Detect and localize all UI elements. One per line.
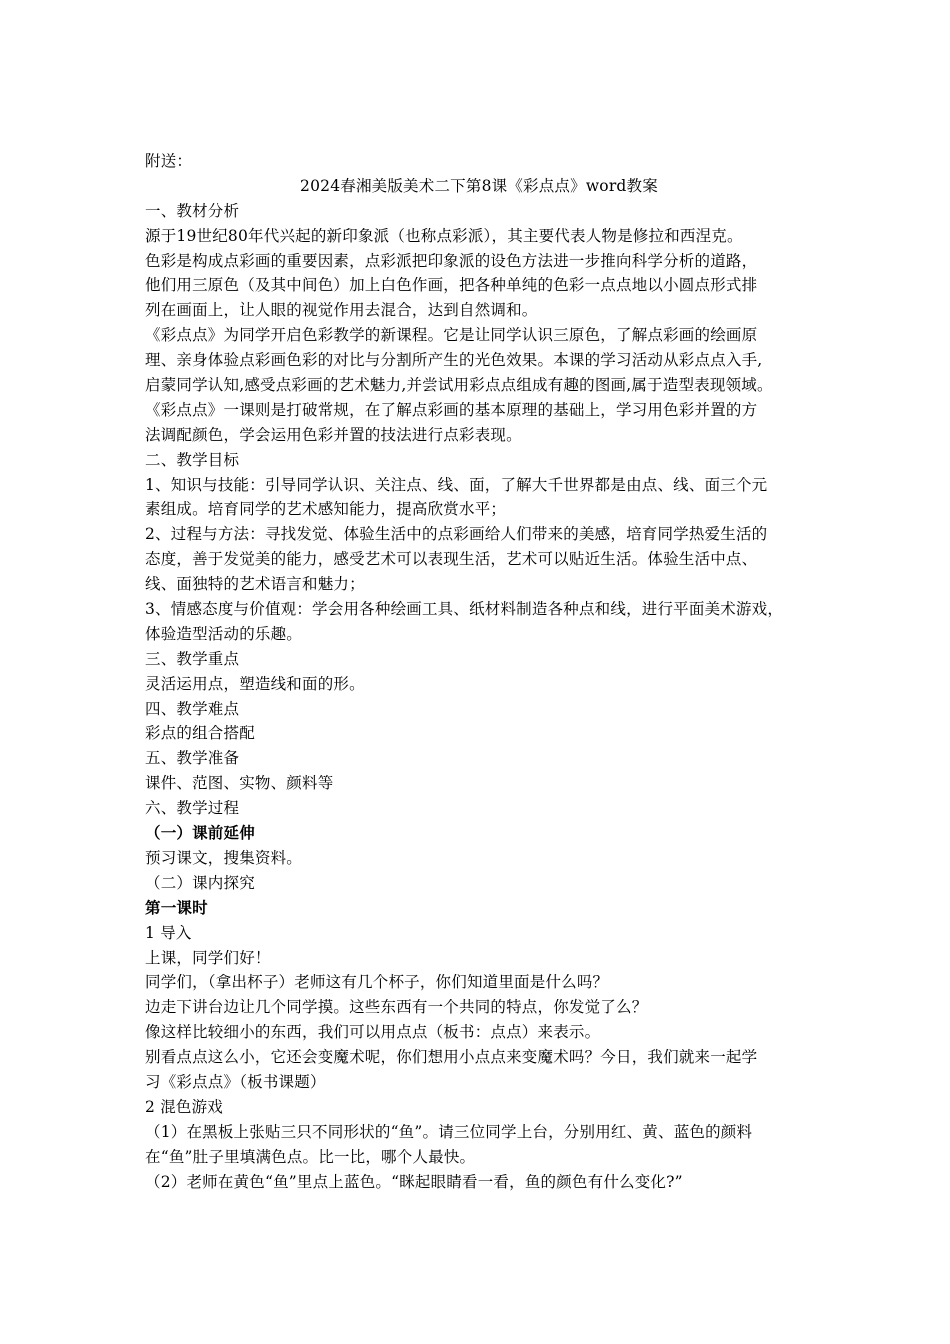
text-line: 五、教学准备 — [145, 749, 240, 768]
text-line: 彩点的组合搭配 — [145, 724, 255, 743]
text-line: 灵活运用点，塑造线和面的形。 — [145, 674, 365, 693]
text-line: 体验造型活动的乐趣。 — [145, 624, 303, 643]
text-line: 上课，同学们好！ — [145, 948, 271, 967]
text-line: 2 混色游戏 — [145, 1097, 223, 1116]
text-line: 1 导入 — [145, 923, 192, 942]
text-line: 法调配颜色，学会运用色彩并置的技法进行点彩表现。 — [145, 425, 522, 444]
text-line: 1、知识与技能：引导同学认识、关注点、线、面，了解大千世界都是由点、线、面三个元 — [145, 475, 768, 494]
text-line: （2）老师在黄色“鱼”里点上蓝色。“眯起眼睛看一看，鱼的颜色有什么变化?” — [145, 1172, 683, 1191]
document-body — [145, 149, 813, 1194]
text-line: 同学们，（拿出杯子）老师这有几个杯子，你们知道里面是什么吗？ — [145, 973, 609, 992]
text-line: 列在画面上，让人眼的视觉作用去混合，达到自然调和。 — [145, 301, 538, 320]
text-line: 在“鱼”肚子里填满色点。比一比，哪个人最快。 — [145, 1147, 476, 1166]
text-line: 别看点点这么小，它还会变魔术呢，你们想用小点点来变魔术吗？今日，我们就来一起学 — [145, 1048, 758, 1067]
text-line: 素组成。培育同学的艺术感知能力，提高欣赏水平； — [145, 500, 507, 519]
text-line: 《彩点点》为同学开启色彩教学的新课程。它是让同学认识三原色，了解点彩画的绘画原 — [145, 326, 758, 345]
text-line: 色彩是构成点彩画的重要因素，点彩派把印象派的设色方法进一步推向科学分析的道路， — [145, 251, 758, 270]
text-line: 像这样比较细小的东西，我们可以用点点（板书：点点）来表示。 — [145, 1023, 601, 1042]
text-line: 第一课时 — [145, 898, 208, 917]
text-line: 3、情感态度与价值观：学会用各种绘画工具、纸材料制造各种点和线，进行平面美术游戏， — [145, 600, 784, 619]
text-line: 源于19世纪80年代兴起的新印象派（也称点彩派），其主要代表人物是修拉和西涅克。 — [145, 226, 743, 245]
text-line: 三、教学重点 — [145, 649, 240, 668]
text-line: （二）课内探究 — [145, 873, 255, 892]
text-line: （1）在黑板上张贴三只不同形状的“鱼”。请三位同学上台，分别用红、黄、蓝色的颜料 — [145, 1122, 753, 1141]
text-line: 二、教学目标 — [145, 450, 240, 469]
document-title: 2024春湘美版美术二下第8课《彩点点》word教案 — [300, 176, 658, 195]
text-line: 2、过程与方法：寻找发觉、体验生活中的点彩画给人们带来的美感，培育同学热爱生活的 — [145, 525, 768, 544]
text-line: （一）课前延伸 — [145, 824, 255, 843]
text-line: 边走下讲台边让几个同学摸。这些东西有一个共同的特点，你发觉了么？ — [145, 998, 648, 1017]
text-line: 附送： — [145, 152, 193, 170]
text-line: 预习课文，搜集资料。 — [145, 848, 303, 867]
text-line: 他们用三原色（及其中间色）加上白色作画，把各种单纯的色彩一点点地以小圆点形式排 — [145, 276, 758, 295]
text-line: 课件、范图、实物、颜料等 — [145, 774, 334, 793]
text-line: 四、教学难点 — [145, 699, 240, 718]
text-line: 习《彩点点》（板书课题） — [145, 1072, 326, 1091]
text-line: 《彩点点》一课则是打破常规，在了解点彩画的基本原理的基础上，学习用色彩并置的方 — [145, 400, 758, 419]
text-line: 态度，善于发觉美的能力，感受艺术可以表现生活，艺术可以贴近生活。体验生活中点、 — [145, 550, 758, 569]
text-line: 一、教材分析 — [145, 201, 240, 220]
text-line: 线、面独特的艺术语言和魅力； — [145, 575, 365, 594]
text-line: 六、教学过程 — [145, 799, 240, 818]
text-line: 理、亲身体验点彩画色彩的对比与分割所产生的光色效果。本课的学习活动从彩点点入手, — [145, 351, 763, 370]
text-line: 启蒙同学认知,感受点彩画的艺术魅力,并尝试用彩点点组成有趣的图画,属于造型表现领域。 — [145, 376, 773, 395]
